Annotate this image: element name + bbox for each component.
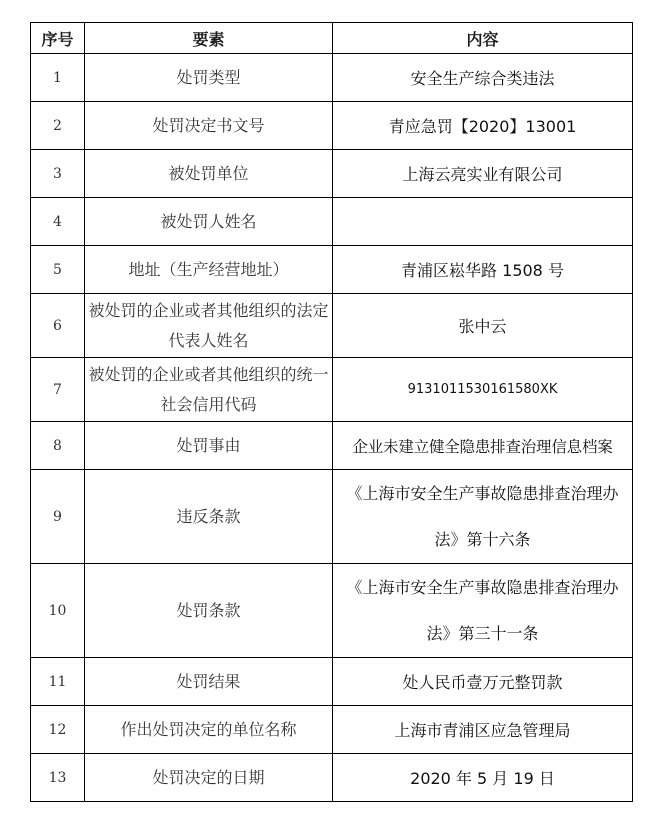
row-element: 处罚类型: [85, 54, 333, 102]
header-content: 内容: [333, 23, 633, 54]
row-number: 5: [31, 246, 85, 294]
row-number: 3: [31, 150, 85, 198]
row-content: 2020 年 5 月 19 日: [333, 754, 633, 802]
table-row: [31, 294, 633, 358]
table-row: [31, 470, 633, 564]
row-number: 12: [31, 706, 85, 754]
row-number: 10: [31, 564, 85, 658]
row-element: 地址（生产经营地址）: [85, 246, 333, 294]
row-content: 处人民币壹万元整罚款: [333, 658, 633, 706]
table-row: [31, 246, 633, 294]
header-element: 要素: [85, 23, 333, 54]
row-number: 9: [31, 470, 85, 564]
row-number: 6: [31, 294, 85, 358]
row-number: 7: [31, 358, 85, 422]
row-element: 被处罚的企业或者其他组织的法定代表人姓名: [85, 294, 333, 358]
table-row: [31, 658, 633, 706]
row-element: 被处罚的企业或者其他组织的统一社会信用代码: [85, 358, 333, 422]
table-row: [31, 358, 633, 422]
row-number: 13: [31, 754, 85, 802]
row-element: 处罚决定书文号: [85, 102, 333, 150]
row-content: 上海云亮实业有限公司: [333, 150, 633, 198]
table-row: [31, 706, 633, 754]
row-content: 上海市青浦区应急管理局: [333, 706, 633, 754]
table-row: [31, 150, 633, 198]
row-element: 被处罚单位: [85, 150, 333, 198]
penalty-info-table: [30, 22, 633, 802]
table-row: [31, 198, 633, 246]
row-element: 被处罚人姓名: [85, 198, 333, 246]
table-row: [31, 54, 633, 102]
row-element: 处罚决定的日期: [85, 754, 333, 802]
row-content: 企业未建立健全隐患排查治理信息档案: [333, 422, 633, 470]
row-content: 安全生产综合类违法: [333, 54, 633, 102]
row-content: 《上海市安全生产事故隐患排查治理办法》第十六条: [333, 470, 633, 564]
table-header-row: [31, 23, 633, 54]
row-element: 处罚事由: [85, 422, 333, 470]
row-number: 2: [31, 102, 85, 150]
table-row: [31, 754, 633, 802]
table-row: [31, 102, 633, 150]
row-number: 1: [31, 54, 85, 102]
row-number: 8: [31, 422, 85, 470]
row-content: [333, 198, 633, 246]
row-content: 青浦区崧华路 1508 号: [333, 246, 633, 294]
row-number: 11: [31, 658, 85, 706]
row-element: 处罚条款: [85, 564, 333, 658]
row-element: 违反条款: [85, 470, 333, 564]
row-element: 作出处罚决定的单位名称: [85, 706, 333, 754]
row-content: 青应急罚【2020】13001: [333, 102, 633, 150]
table-row: [31, 564, 633, 658]
table-row: [31, 422, 633, 470]
row-number: 4: [31, 198, 85, 246]
row-element: 处罚结果: [85, 658, 333, 706]
row-content: 张中云: [333, 294, 633, 358]
header-serial-number: 序号: [31, 23, 85, 54]
row-content: 9131011530161580XK: [333, 358, 633, 422]
row-content: 《上海市安全生产事故隐患排查治理办法》第三十一条: [333, 564, 633, 658]
